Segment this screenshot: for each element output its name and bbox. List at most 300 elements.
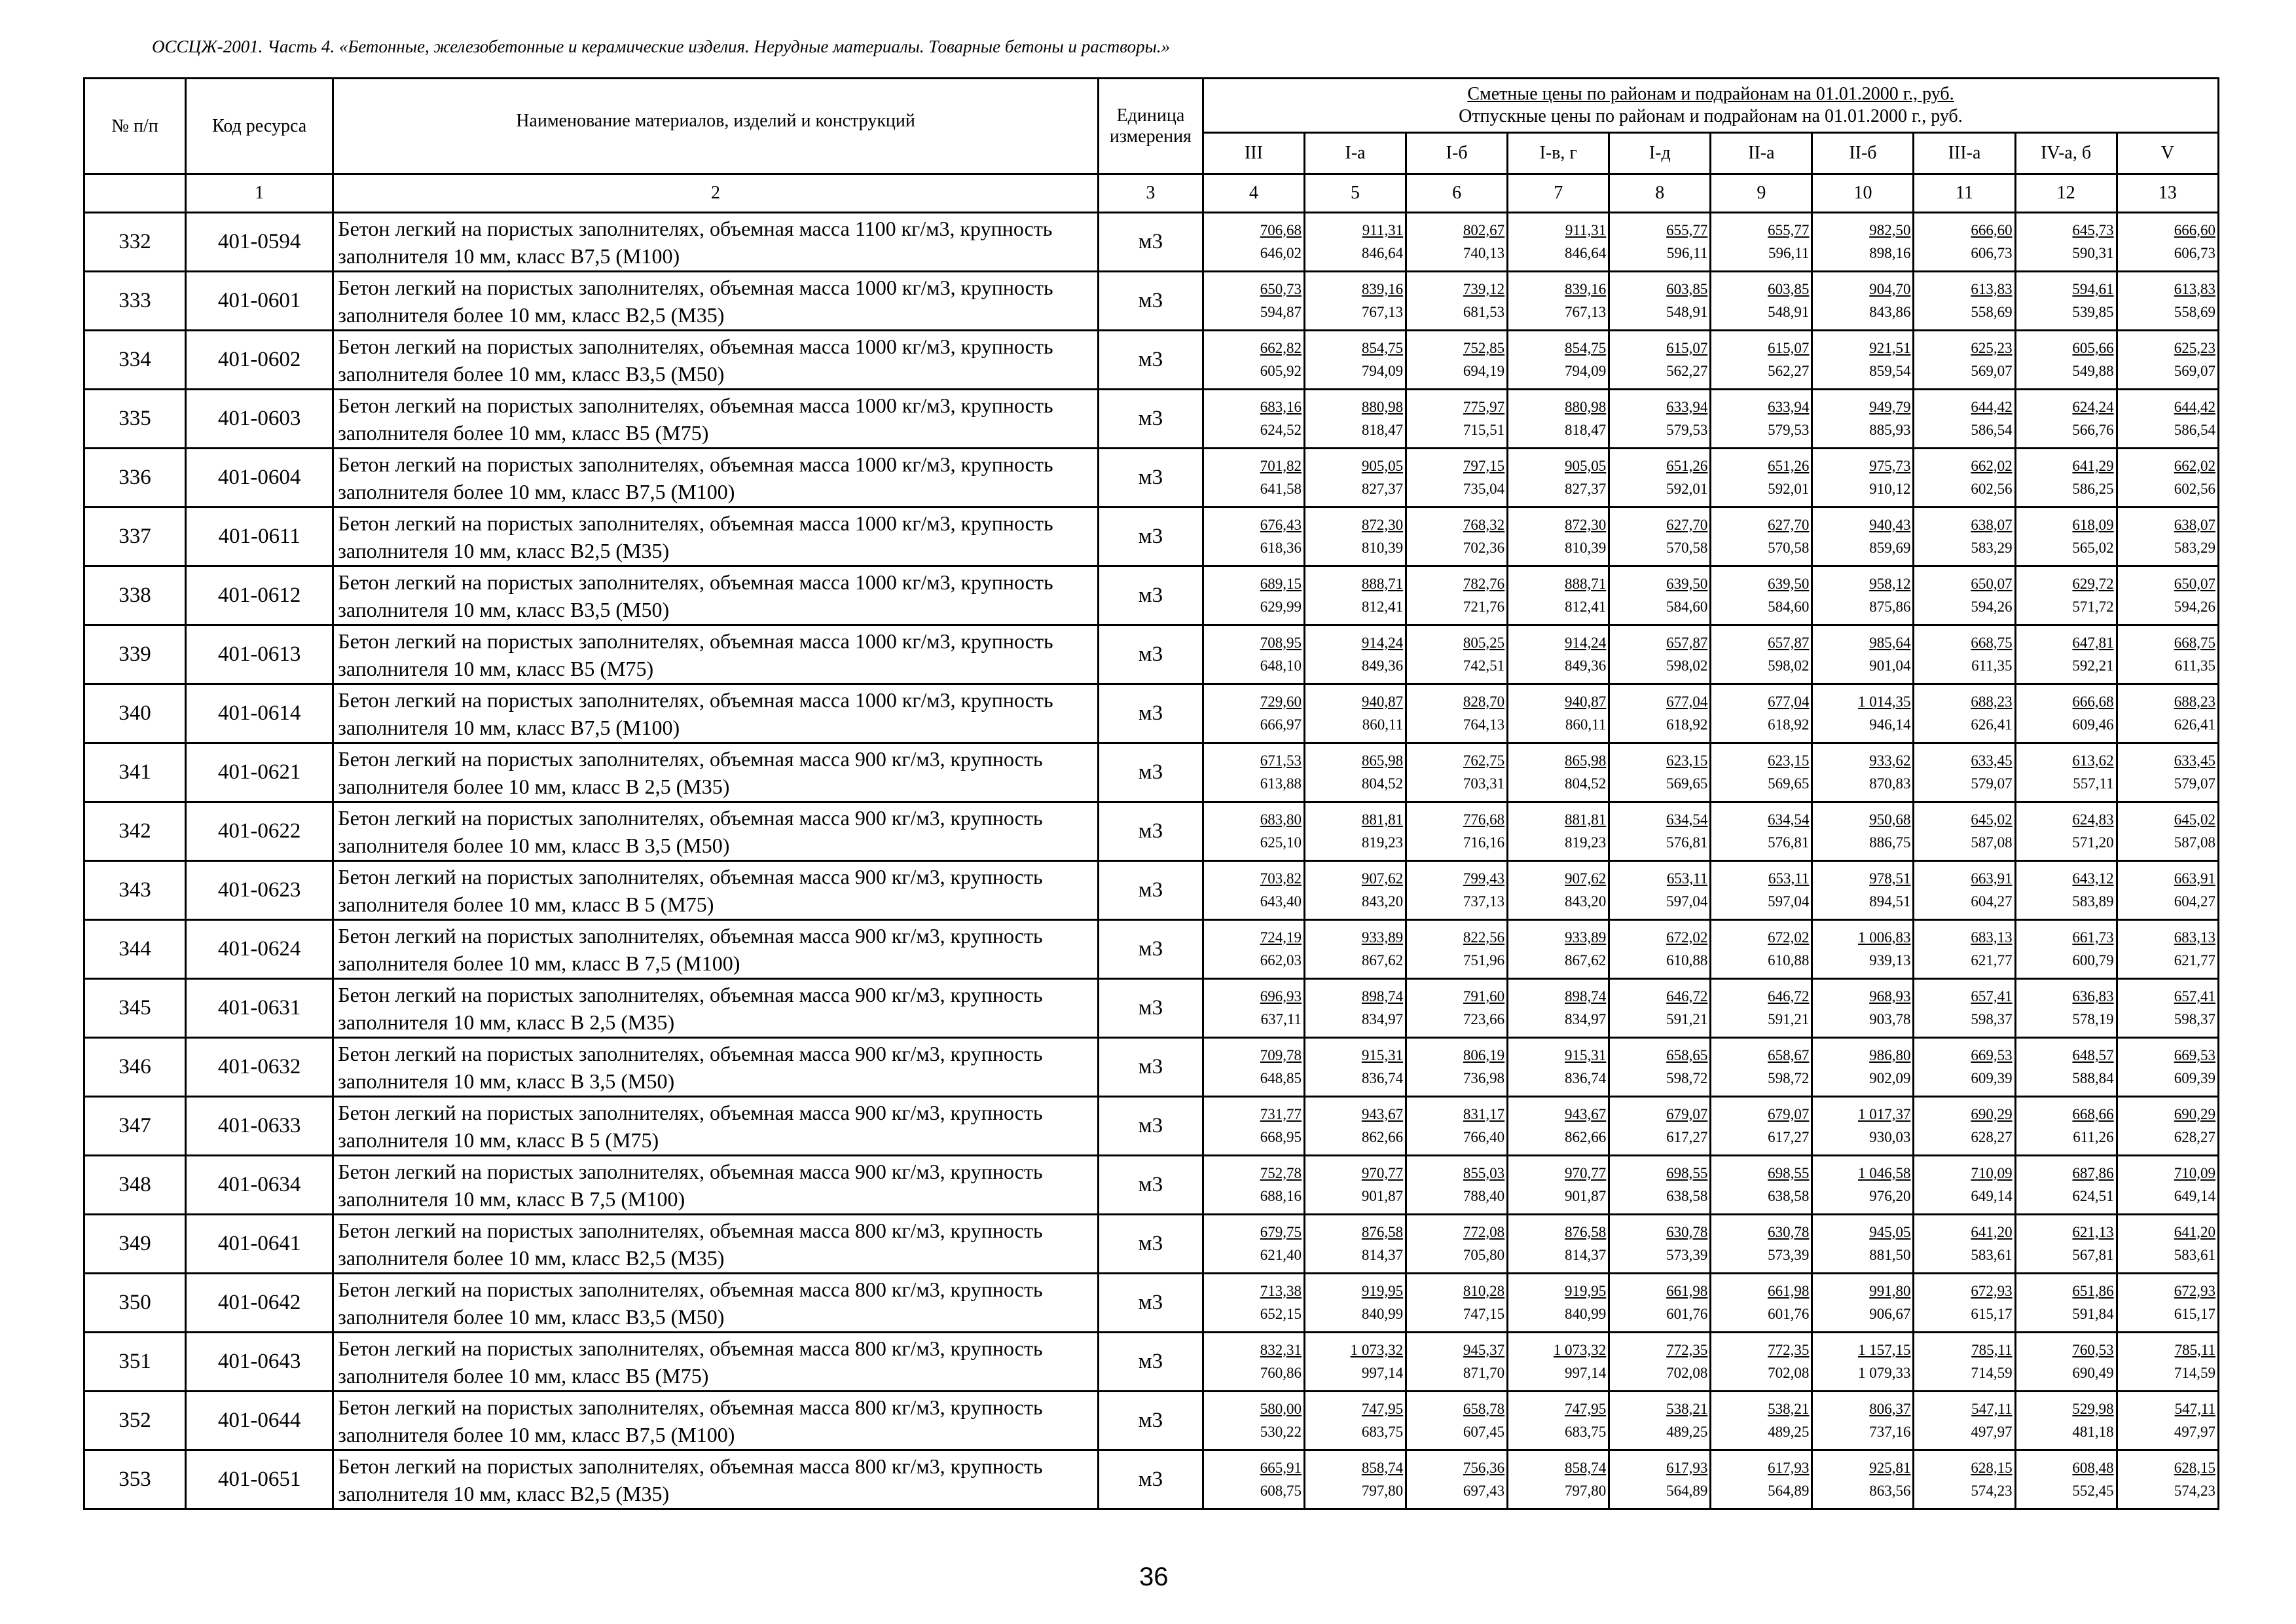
- release-price: 681,53: [1463, 303, 1505, 320]
- release-price: 894,51: [1869, 893, 1911, 910]
- table-row: [84, 1274, 2219, 1333]
- header-code: Код ресурса: [186, 79, 333, 174]
- estimate-price: 872,30: [1361, 516, 1404, 533]
- price-cell: [1812, 1333, 1914, 1392]
- release-price: 646,02: [1260, 244, 1302, 261]
- price-cell: [1406, 566, 1508, 625]
- price-cell: [1812, 213, 1914, 272]
- release-price: 574,23: [2174, 1482, 2215, 1499]
- release-price: 849,36: [1361, 657, 1404, 674]
- material-name: Бетон легкий на пористых заполнителях, объемная масса 900 кг/м3, крупность заполнителя 10 мм, класс В 5 (М75): [333, 1097, 1099, 1156]
- resource-code: 401-0613: [186, 625, 333, 684]
- release-price: 794,09: [1361, 362, 1404, 379]
- estimate-price: 644,42: [1971, 398, 2013, 415]
- estimate-price: 943,67: [1565, 1105, 1607, 1122]
- row-number: 337: [84, 507, 186, 566]
- material-name: Бетон легкий на пористых заполнителях, объемная масса 800 кг/м3, крупность заполнителя более 10 мм, класс В2,5 (М35): [333, 1215, 1099, 1274]
- estimate-price: 943,67: [1361, 1105, 1404, 1122]
- price-cell: [1914, 213, 2015, 272]
- estimate-price: 683,16: [1260, 398, 1302, 415]
- release-price: 590,31: [2072, 244, 2114, 261]
- resource-code: 401-0602: [186, 331, 333, 390]
- price-cell: [1305, 1215, 1406, 1274]
- estimate-price: 655,77: [1666, 221, 1708, 238]
- estimate-price: 672,93: [2174, 1282, 2215, 1299]
- estimate-price: 645,73: [2072, 221, 2114, 238]
- price-cell: [1711, 1097, 1812, 1156]
- release-price: 566,76: [2072, 421, 2114, 438]
- price-cell: [1203, 1450, 1304, 1509]
- estimate-price: 658,67: [1768, 1046, 1810, 1063]
- price-cell: [2117, 1450, 2218, 1509]
- column-number: 9: [1711, 174, 1812, 213]
- price-cell: [1914, 743, 2015, 802]
- price-cell: [2117, 743, 2218, 802]
- document-title: ОССЦЖ-2001. Часть 4. «Бетонные, железобетонные и керамические изделия. Нерудные материалы. Товарные бетоны и растворы.»: [152, 37, 1171, 56]
- release-price: 621,77: [1971, 951, 2013, 969]
- price-cell: [1812, 625, 1914, 684]
- price-cell: [1406, 920, 1508, 979]
- estimate-price: 677,04: [1666, 693, 1708, 710]
- release-price: 649,14: [1971, 1187, 2013, 1204]
- release-price: 703,31: [1463, 775, 1505, 792]
- estimate-price: 651,86: [2072, 1282, 2114, 1299]
- column-number: 13: [2117, 174, 2218, 213]
- estimate-price: 949,79: [1869, 398, 1911, 415]
- estimate-price: 839,16: [1565, 280, 1607, 297]
- price-cell: [1812, 566, 1914, 625]
- estimate-price: 662,02: [1971, 457, 2013, 474]
- release-price: 683,75: [1361, 1423, 1404, 1440]
- row-number: 332: [84, 213, 186, 272]
- estimate-price: 633,45: [2174, 752, 2215, 769]
- release-price: 611,35: [1971, 657, 2013, 674]
- release-price: 618,92: [1666, 716, 1708, 733]
- price-cell: [1914, 1215, 2015, 1274]
- release-price: 558,69: [1971, 303, 2013, 320]
- row-number: 333: [84, 272, 186, 331]
- estimate-price: 876,58: [1565, 1223, 1607, 1240]
- region-header: I-б: [1406, 133, 1508, 174]
- release-price: 584,60: [1768, 598, 1810, 615]
- release-price: 846,64: [1361, 244, 1404, 261]
- price-cell: [2117, 566, 2218, 625]
- estimate-price: 594,61: [2072, 280, 2114, 297]
- price-cell: [1406, 213, 1508, 272]
- price-cell: [2015, 331, 2117, 390]
- region-header: II-а: [1711, 133, 1812, 174]
- price-cell: [1711, 979, 1812, 1038]
- release-price: 683,75: [1565, 1423, 1607, 1440]
- region-header: II-б: [1812, 133, 1914, 174]
- price-cell: [1812, 272, 1914, 331]
- release-price: 539,85: [2072, 303, 2114, 320]
- price-cell: [2015, 1038, 2117, 1097]
- region-header: IV-а, б: [2015, 133, 2117, 174]
- release-price: 565,02: [2072, 539, 2114, 556]
- unit: м3: [1098, 1156, 1203, 1215]
- release-price: 697,43: [1463, 1482, 1505, 1499]
- row-number: 334: [84, 331, 186, 390]
- release-price: 797,80: [1565, 1482, 1607, 1499]
- estimate-price: 881,81: [1565, 811, 1607, 828]
- release-price: 497,97: [2174, 1423, 2215, 1440]
- price-cell: [2015, 213, 2117, 272]
- estimate-price: 638,07: [2174, 516, 2215, 533]
- release-price: 747,15: [1463, 1305, 1505, 1322]
- row-number: 352: [84, 1392, 186, 1450]
- estimate-price: 828,70: [1463, 693, 1505, 710]
- release-price: 764,13: [1463, 716, 1505, 733]
- price-cell: [1711, 861, 1812, 920]
- table-row: [84, 213, 2219, 272]
- release-price: 867,62: [1361, 951, 1404, 969]
- price-cell: [1711, 743, 1812, 802]
- release-price: 600,79: [2072, 951, 2114, 969]
- price-cell: [1609, 802, 1711, 861]
- price-cell: [1914, 1274, 2015, 1333]
- estimate-price: 768,32: [1463, 516, 1505, 533]
- price-cell: [1305, 1274, 1406, 1333]
- release-price: 818,47: [1565, 421, 1607, 438]
- estimate-price: 671,53: [1260, 752, 1302, 769]
- release-price: 530,22: [1260, 1423, 1302, 1440]
- estimate-price: 905,05: [1565, 457, 1607, 474]
- material-name: Бетон легкий на пористых заполнителях, объемная масса 1000 кг/м3, крупность заполнителя 10 мм, класс В5 (М75): [333, 625, 1099, 684]
- release-price: 827,37: [1361, 480, 1404, 497]
- unit: м3: [1098, 213, 1203, 272]
- resource-code: 401-0624: [186, 920, 333, 979]
- price-cell: [1406, 331, 1508, 390]
- estimate-price: 858,74: [1361, 1459, 1404, 1476]
- estimate-price: 668,75: [2174, 634, 2215, 651]
- price-cell: [2015, 566, 2117, 625]
- price-cell: [1812, 920, 1914, 979]
- release-price: 578,19: [2072, 1010, 2114, 1027]
- unit: м3: [1098, 1333, 1203, 1392]
- price-cell: [1711, 625, 1812, 684]
- price-cell: [1203, 1097, 1304, 1156]
- release-price: 751,96: [1463, 951, 1505, 969]
- column-number: 4: [1203, 174, 1304, 213]
- resource-code: 401-0632: [186, 1038, 333, 1097]
- price-cell: [1203, 1392, 1304, 1450]
- estimate-price: 689,15: [1260, 575, 1302, 592]
- price-cell: [1406, 1392, 1508, 1450]
- region-header: I-д: [1609, 133, 1711, 174]
- estimate-price: 911,31: [1565, 221, 1607, 238]
- resource-code: 401-0601: [186, 272, 333, 331]
- resource-code: 401-0612: [186, 566, 333, 625]
- estimate-price: 806,37: [1869, 1400, 1911, 1417]
- price-cell: [1914, 390, 2015, 449]
- estimate-price: 911,31: [1362, 221, 1404, 238]
- release-price: 629,99: [1260, 598, 1302, 615]
- release-price: 489,25: [1666, 1423, 1708, 1440]
- release-price: 901,87: [1361, 1187, 1404, 1204]
- release-price: 584,60: [1666, 598, 1708, 615]
- price-cell: [2015, 1097, 2117, 1156]
- price-cell: [1305, 861, 1406, 920]
- release-price: 881,50: [1869, 1246, 1911, 1263]
- estimate-price: 580,00: [1260, 1400, 1302, 1417]
- release-price: 843,20: [1565, 893, 1607, 910]
- page-number: 36: [1139, 1562, 1169, 1591]
- estimate-price: 933,62: [1869, 752, 1911, 769]
- price-cell: [1508, 566, 1609, 625]
- release-price: 583,61: [1971, 1246, 2013, 1263]
- price-cell: [1305, 1333, 1406, 1392]
- unit: м3: [1098, 625, 1203, 684]
- row-number: 339: [84, 625, 186, 684]
- release-price: 625,10: [1260, 834, 1302, 851]
- unit: м3: [1098, 979, 1203, 1038]
- price-cell: [1609, 1274, 1711, 1333]
- row-number: 340: [84, 684, 186, 743]
- price-cell: [1305, 684, 1406, 743]
- price-cell: [1203, 1156, 1304, 1215]
- estimate-price: 760,53: [2072, 1341, 2114, 1358]
- price-cell: [1914, 802, 2015, 861]
- estimate-price: 653,11: [1666, 870, 1708, 887]
- estimate-price: 925,81: [1869, 1459, 1911, 1476]
- estimate-price: 608,48: [2072, 1459, 2114, 1476]
- estimate-price: 634,54: [1768, 811, 1810, 828]
- release-price: 497,97: [1971, 1423, 2013, 1440]
- estimate-price: 1 073,32: [1350, 1341, 1404, 1358]
- price-cell: [1406, 1333, 1508, 1392]
- estimate-price: 898,74: [1361, 987, 1404, 1005]
- estimate-price: 627,70: [1768, 516, 1810, 533]
- material-name: Бетон легкий на пористых заполнителях, объемная масса 1000 кг/м3, крупность заполнителя более 10 мм, класс В2,5 (М35): [333, 272, 1099, 331]
- price-cell: [2015, 272, 2117, 331]
- estimate-price: 661,98: [1768, 1282, 1810, 1299]
- price-cell: [1305, 1450, 1406, 1509]
- price-cell: [1406, 1156, 1508, 1215]
- estimate-price: 791,60: [1463, 987, 1505, 1005]
- estimate-price: 653,11: [1768, 870, 1810, 887]
- header-prices-release: Отпускные цены по районам и подрайонам на 01.01.2000 г., руб.: [1459, 106, 1963, 126]
- price-cell: [1508, 449, 1609, 507]
- price-cell: [1914, 1392, 2015, 1450]
- price-cell: [1203, 743, 1304, 802]
- estimate-price: 775,97: [1463, 398, 1505, 415]
- row-number: 344: [84, 920, 186, 979]
- table-row: [84, 920, 2219, 979]
- release-price: 714,59: [1971, 1364, 2013, 1381]
- column-number: 2: [333, 174, 1099, 213]
- release-price: 834,97: [1361, 1010, 1404, 1027]
- price-cell: [1406, 390, 1508, 449]
- estimate-price: 655,77: [1768, 221, 1810, 238]
- price-table: [83, 77, 2219, 1510]
- estimate-price: 629,72: [2072, 575, 2114, 592]
- release-price: 814,37: [1565, 1246, 1607, 1263]
- price-cell: [1203, 507, 1304, 566]
- column-number: 6: [1406, 174, 1508, 213]
- estimate-price: 888,71: [1361, 575, 1404, 592]
- material-name: Бетон легкий на пористых заполнителях, объемная масса 900 кг/м3, крупность заполнителя более 10 мм, класс В 3,5 (М50): [333, 802, 1099, 861]
- release-price: 564,89: [1768, 1482, 1810, 1499]
- resource-code: 401-0614: [186, 684, 333, 743]
- price-cell: [1203, 1333, 1304, 1392]
- unit: м3: [1098, 1274, 1203, 1333]
- release-price: 549,88: [2072, 362, 2114, 379]
- release-price: 997,14: [1361, 1364, 1404, 1381]
- release-price: 617,27: [1768, 1128, 1810, 1145]
- release-price: 885,93: [1869, 421, 1911, 438]
- estimate-price: 672,93: [1971, 1282, 2013, 1299]
- region-header: V: [2117, 133, 2218, 174]
- price-cell: [1203, 1038, 1304, 1097]
- estimate-price: 975,73: [1869, 457, 1911, 474]
- estimate-price: 636,83: [2072, 987, 2114, 1005]
- release-price: 615,17: [2174, 1305, 2215, 1322]
- release-price: 648,10: [1260, 657, 1302, 674]
- estimate-price: 657,87: [1768, 634, 1810, 651]
- unit: м3: [1098, 566, 1203, 625]
- price-cell: [1609, 1215, 1711, 1274]
- estimate-price: 945,37: [1463, 1341, 1505, 1358]
- release-price: 736,98: [1463, 1069, 1505, 1086]
- estimate-price: 710,09: [2174, 1164, 2215, 1181]
- estimate-price: 933,89: [1565, 929, 1607, 946]
- estimate-price: 729,60: [1260, 693, 1302, 710]
- price-cell: [2015, 1450, 2117, 1509]
- resource-code: 401-0644: [186, 1392, 333, 1450]
- estimate-price: 538,21: [1666, 1400, 1708, 1417]
- release-price: 583,29: [1971, 539, 2013, 556]
- estimate-price: 772,08: [1463, 1223, 1505, 1240]
- price-cell: [1609, 449, 1711, 507]
- price-cell: [1508, 1215, 1609, 1274]
- material-name: Бетон легкий на пористых заполнителях, объемная масса 1000 кг/м3, крупность заполнителя 10 мм, класс В7,5 (М100): [333, 684, 1099, 743]
- estimate-price: 613,83: [1971, 280, 2013, 297]
- price-cell: [1508, 1038, 1609, 1097]
- table-row: [84, 566, 2219, 625]
- estimate-price: 605,66: [2072, 339, 2114, 356]
- price-cell: [2117, 1097, 2218, 1156]
- release-price: 814,37: [1361, 1246, 1404, 1263]
- header-num: № п/п: [84, 79, 186, 174]
- release-price: 579,07: [2174, 775, 2215, 792]
- release-price: 648,85: [1260, 1069, 1302, 1086]
- release-price: 886,75: [1869, 834, 1911, 851]
- table-row: [84, 1097, 2219, 1156]
- release-price: 602,56: [2174, 480, 2215, 497]
- material-name: Бетон легкий на пористых заполнителях, объемная масса 900 кг/м3, крупность заполнителя более 10 мм, класс В 7,5 (М100): [333, 920, 1099, 979]
- price-cell: [1508, 1156, 1609, 1215]
- estimate-price: 668,75: [1971, 634, 2013, 651]
- estimate-price: 1 157,15: [1857, 1341, 1911, 1358]
- price-cell: [1914, 861, 2015, 920]
- price-cell: [2117, 625, 2218, 684]
- estimate-price: 839,16: [1361, 280, 1404, 297]
- release-price: 716,16: [1463, 834, 1505, 851]
- price-cell: [1812, 802, 1914, 861]
- estimate-price: 643,12: [2072, 870, 2114, 887]
- estimate-price: 666,60: [2174, 221, 2215, 238]
- estimate-price: 618,09: [2072, 516, 2114, 533]
- estimate-price: 625,23: [2174, 339, 2215, 356]
- price-cell: [1203, 684, 1304, 743]
- release-price: 587,08: [2174, 834, 2215, 851]
- price-cell: [1305, 1392, 1406, 1450]
- price-cell: [1711, 1215, 1812, 1274]
- estimate-price: 982,50: [1869, 221, 1911, 238]
- unit: м3: [1098, 390, 1203, 449]
- price-cell: [2117, 1274, 2218, 1333]
- material-name: Бетон легкий на пористых заполнителях, объемная масса 900 кг/м3, крупность заполнителя более 10 мм, класс В 2,5 (М35): [333, 743, 1099, 802]
- price-cell: [1406, 507, 1508, 566]
- release-price: 946,14: [1869, 716, 1911, 733]
- release-price: 602,56: [1971, 480, 2013, 497]
- price-cell: [1812, 1038, 1914, 1097]
- estimate-price: 646,72: [1768, 987, 1810, 1005]
- price-cell: [1914, 566, 2015, 625]
- price-cell: [1508, 861, 1609, 920]
- price-cell: [2117, 1333, 2218, 1392]
- estimate-price: 690,29: [1971, 1105, 2013, 1122]
- release-price: 906,67: [1869, 1305, 1911, 1322]
- release-price: 604,27: [2174, 893, 2215, 910]
- estimate-price: 785,11: [2174, 1341, 2215, 1358]
- estimate-price: 683,13: [2174, 929, 2215, 946]
- release-price: 579,07: [1971, 775, 2013, 792]
- estimate-price: 772,35: [1768, 1341, 1810, 1358]
- price-cell: [2117, 213, 2218, 272]
- estimate-price: 1 073,32: [1553, 1341, 1607, 1358]
- price-cell: [1508, 1392, 1609, 1450]
- material-name: Бетон легкий на пористых заполнителях, объемная масса 1000 кг/м3, крупность заполнителя более 10 мм, класс В5 (М75): [333, 390, 1099, 449]
- column-number: 10: [1812, 174, 1914, 213]
- price-cell: [2117, 1215, 2218, 1274]
- estimate-price: 872,30: [1565, 516, 1607, 533]
- release-price: 592,01: [1768, 480, 1810, 497]
- estimate-price: 970,77: [1361, 1164, 1404, 1181]
- price-cell: [1812, 979, 1914, 1038]
- price-cell: [1203, 979, 1304, 1038]
- price-cell: [1406, 1038, 1508, 1097]
- price-cell: [1508, 390, 1609, 449]
- estimate-price: 805,25: [1463, 634, 1505, 651]
- price-cell: [1203, 1274, 1304, 1333]
- estimate-price: 672,02: [1666, 929, 1708, 946]
- estimate-price: 810,28: [1463, 1282, 1505, 1299]
- price-cell: [1914, 272, 2015, 331]
- release-price: 862,66: [1565, 1128, 1607, 1145]
- release-price: 598,37: [1971, 1010, 2013, 1027]
- price-cell: [1812, 861, 1914, 920]
- estimate-price: 919,95: [1565, 1282, 1607, 1299]
- estimate-price: 624,24: [2072, 398, 2114, 415]
- estimate-price: 547,11: [2174, 1400, 2215, 1417]
- material-name: Бетон легкий на пористых заполнителях, объемная масса 800 кг/м3, крупность заполнителя более 10 мм, класс В5 (М75): [333, 1333, 1099, 1392]
- estimate-price: 940,43: [1869, 516, 1911, 533]
- price-cell: [1609, 625, 1711, 684]
- estimate-price: 756,36: [1463, 1459, 1505, 1476]
- price-cell: [1305, 566, 1406, 625]
- release-price: 836,74: [1565, 1069, 1607, 1086]
- release-price: 591,21: [1768, 1010, 1810, 1027]
- price-cell: [1203, 272, 1304, 331]
- estimate-price: 752,78: [1260, 1164, 1302, 1181]
- release-price: 583,89: [2072, 893, 2114, 910]
- unit: м3: [1098, 272, 1203, 331]
- release-price: 615,17: [1971, 1305, 2013, 1322]
- estimate-price: 933,89: [1361, 929, 1404, 946]
- price-cell: [1203, 802, 1304, 861]
